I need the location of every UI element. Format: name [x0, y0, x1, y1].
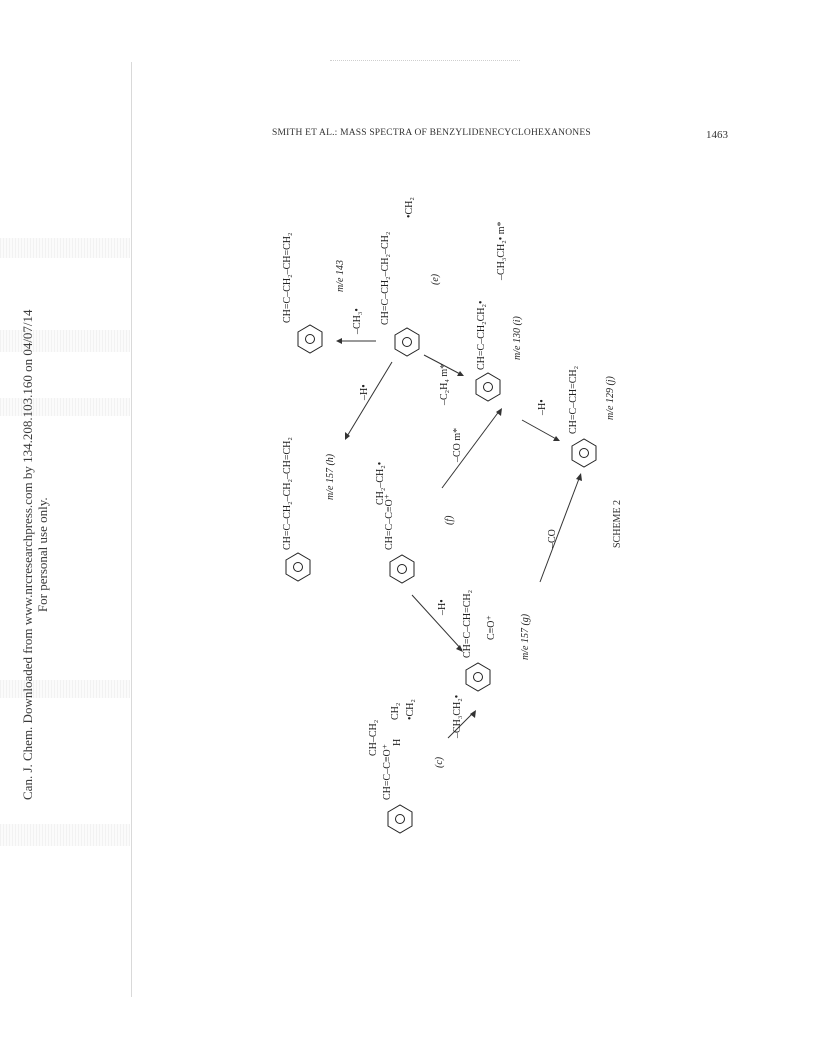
loss-ethyl-label: –CH₃CH₂• m*	[496, 221, 507, 280]
ion-f	[375, 462, 455, 583]
ion-i-label: m/e 130 (i)	[512, 316, 523, 360]
ion-e	[380, 197, 441, 356]
benzene-ring-icon	[395, 328, 419, 356]
ion-c	[368, 699, 445, 833]
watermark-line-1: Can. J. Chem. Downloaded from www.nrcresearchpress.com by 134.208.103.160 on 04/07/14	[20, 309, 35, 800]
ion-c-h: H	[392, 738, 403, 746]
benzene-ring-icon	[388, 805, 412, 833]
loss-co-mid-label: –CO m*	[452, 427, 463, 462]
page-number: 1463	[706, 129, 728, 141]
running-head: SMITH ET AL.: MASS SPECTRA OF BENZYLIDENECYCLOHEXANONES	[272, 128, 591, 138]
ion-f-chain: CH=C–C≡O⁺	[384, 493, 395, 550]
ion-i	[476, 301, 523, 401]
arrow-h-loss-mid	[522, 420, 558, 440]
scheme-caption: SCHEME 2	[612, 499, 623, 548]
loss-co-bottom-label: –CO	[547, 529, 558, 548]
loss-h-top-label: –H•	[359, 384, 370, 400]
benzene-ring-icon	[476, 373, 500, 401]
aromatic-circle-icon	[403, 338, 412, 347]
loss-ethyl-c-label: –CH₃CH₂•	[452, 694, 463, 738]
arrowhead-icon	[457, 371, 464, 376]
ion-f-side: CH₂–CH₂•	[375, 461, 386, 505]
ion-c-rad: •CH₂	[405, 699, 416, 720]
ion-c-side: CH–CH₂	[368, 719, 379, 756]
watermark-line-2: For personal use only.	[35, 497, 50, 613]
ion-f-label: (f)	[444, 515, 455, 525]
ion-143-chain: CH=C–CH₂–CH=CH₂	[282, 232, 293, 323]
ion-h-chain: CH=C–CH₂–CH₂–CH=CH₂	[282, 437, 293, 550]
aromatic-circle-icon	[474, 673, 483, 682]
arrow-co-loss-bottom	[540, 476, 580, 582]
ion-g	[462, 590, 531, 691]
benzene-ring-icon	[298, 325, 322, 353]
arrowhead-icon	[336, 338, 342, 344]
ion-143	[282, 233, 346, 354]
ion-j	[568, 366, 616, 467]
ion-j-chain: CH=C–CH=CH₂	[568, 365, 579, 434]
benzene-ring-icon	[572, 439, 596, 467]
ion-c-label: (c)	[434, 756, 445, 768]
loss-h-mid-label: –H•	[537, 399, 548, 415]
benzene-ring-icon	[466, 663, 490, 691]
loss-h-bottom-label: –H•	[437, 599, 448, 615]
loss-methyl-label: –CH₃•	[352, 308, 363, 334]
aromatic-circle-icon	[484, 383, 493, 392]
arrowhead-icon	[470, 710, 476, 718]
ion-i-chain: CH=C–CH₂CH₂•	[476, 300, 487, 370]
aromatic-circle-icon	[306, 335, 315, 344]
arrow-co-loss-mid	[442, 410, 500, 488]
aromatic-circle-icon	[398, 565, 407, 574]
aromatic-circle-icon	[396, 815, 405, 824]
loss-ethylene-label: –C₂H₄ m*	[439, 363, 450, 405]
ion-e-radical: •CH₂	[404, 197, 415, 218]
arrowhead-icon	[553, 436, 560, 441]
ion-c-ch2: CH₂	[390, 702, 401, 720]
benzene-ring-icon	[390, 555, 414, 583]
benzene-ring-icon	[286, 553, 310, 581]
ion-c-chain: CH=C–C≡O⁺	[382, 743, 393, 800]
ion-g-co: C≡O⁺	[486, 615, 497, 640]
ion-g-label: m/e 157 (g)	[520, 613, 531, 660]
ion-e-chain: CH=C–CH₂–CH₂–CH₂	[380, 231, 391, 325]
aromatic-circle-icon	[294, 563, 303, 572]
ion-j-label: m/e 129 (j)	[605, 376, 616, 420]
ion-143-label: m/e 143	[335, 260, 346, 292]
aromatic-circle-icon	[580, 449, 589, 458]
ion-h	[282, 437, 336, 581]
ion-h-label: m/e 157 (h)	[325, 453, 336, 500]
ion-g-chain: CH=C–CH=CH₂	[462, 589, 473, 658]
arrowhead-icon	[576, 473, 582, 481]
ion-e-label: (e)	[430, 273, 441, 285]
